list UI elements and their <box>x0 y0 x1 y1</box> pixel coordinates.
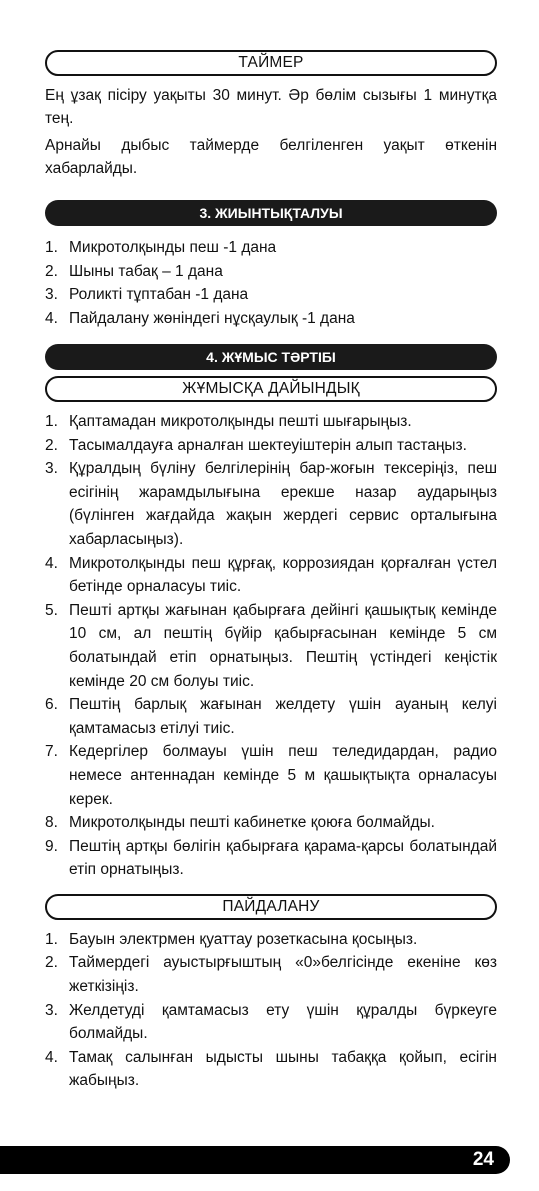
list-item-number: 5. <box>45 601 58 619</box>
list-item <box>45 552 497 599</box>
preparation-heading: ЖҰМЫСҚА ДАЙЫНДЫҚ <box>45 376 497 402</box>
list-item-text: Роликті тұптабан -1 дана <box>69 286 249 303</box>
footer-bar <box>0 1146 510 1174</box>
list-item <box>45 951 497 998</box>
list-item-text: Пештің артқы бөлігін қабырғаға қарама-қарсы болатындай етіп орнатыңыз. <box>69 837 497 879</box>
list-item-text: Пештің барлық жағынан желдету үшін ауаның келуі қамтамасыз етілуі тиіс. <box>69 696 497 737</box>
list-item <box>45 434 497 458</box>
list-item-number: 9. <box>45 837 58 855</box>
list-item-number: 4. <box>45 309 58 327</box>
timer-heading: ТАЙМЕР <box>45 50 497 76</box>
list-item-number: 3. <box>45 286 58 303</box>
list-item-number: 3. <box>45 460 58 478</box>
list-item <box>45 236 497 260</box>
list-item <box>45 1046 497 1093</box>
list-item-text: Қаптамадан микротолқынды пешті шығарыңыз. <box>69 413 412 430</box>
list-item <box>45 260 497 284</box>
list-item-text: Бауын электрмен қуаттау розеткасына қосыңыз. <box>69 930 418 948</box>
preparation-list <box>45 410 497 882</box>
list-item-text: Таймердегі ауыстырғыштың «0»белгісінде екеніне көз жеткізіңіз. <box>69 954 497 996</box>
list-item-text: Микротолқынды пеш құрғақ, коррозиядан қорғалған үстел бетінде орналасуы тиіс. <box>69 554 497 596</box>
list-item-text: Тасымалдауға арналған шектеуіштерін алып тастаңыз. <box>69 436 467 454</box>
list-item-number: 4. <box>45 554 58 572</box>
list-item-number: 6. <box>45 696 58 714</box>
list-item-number: 2. <box>45 954 58 972</box>
timer-paragraph-1: Ең ұзақ пісіру уақыты 30 минут. Әр бөлім сызығы 1 минутқа тең. <box>45 87 497 127</box>
list-item-text: Пешті артқы жағынан қабырғаға дейінгі қашықтық кемінде 10 см, ал пештің бүйір қабырғасынан кемінде 5 см болатындай етіп орнатыңыз. Пештің үстіндегі кеңістік кемінде 20 см болуы тиіс. <box>69 601 497 690</box>
list-item-number: 1. <box>45 413 58 430</box>
contents-list <box>45 236 497 330</box>
list-item <box>45 307 497 331</box>
list-item <box>45 999 497 1046</box>
timer-paragraph-2: Арнайы дыбыс таймерде белгіленген уақыт өткенін хабарлайды. <box>45 137 497 177</box>
list-item-number: 7. <box>45 743 58 761</box>
manual-page <box>45 50 497 1093</box>
list-item-text: Микротолқынды пешті кабинетке қоюға болмайды. <box>69 814 435 832</box>
list-item-number: 1. <box>45 930 58 948</box>
list-item <box>45 928 497 952</box>
list-item <box>45 811 497 835</box>
list-item <box>45 693 497 740</box>
list-item-number: 3. <box>45 1001 58 1019</box>
list-item <box>45 283 497 307</box>
list-item-text: Құралдың бүліну белгілерінің бар-жоғын тексеріңіз, пеш есігінің жарамдылығына ерекше назар аударыңыз (бүлінген жағдайда жақын жердегі сервис орталығына хабарласыңыз). <box>69 460 497 548</box>
list-item <box>45 410 497 434</box>
section-3-heading: 3. ЖИЫНТЫҚТАЛУЫ <box>45 200 497 226</box>
list-item <box>45 457 497 551</box>
list-item-number: 4. <box>45 1048 58 1066</box>
list-item <box>45 835 497 882</box>
page-number: 24 <box>472 1149 494 1170</box>
list-item <box>45 740 497 811</box>
list-item-text: Микротолқынды пеш -1 дана <box>69 239 277 256</box>
list-item-number: 2. <box>45 436 58 454</box>
list-item <box>45 599 497 693</box>
list-item-number: 2. <box>45 262 58 280</box>
list-item-text: Тамақ салынған ыдысты шыны табаққа қойып, есігін жабыңыз. <box>69 1048 497 1090</box>
section-4-heading: 4. ЖҰМЫС ТӘРТІБІ <box>45 344 497 370</box>
usage-heading: ПАЙДАЛАНУ <box>45 894 497 920</box>
list-item-text: Кедергілер болмауы үшін пеш теледидардан, радио немесе антеннадан кемінде 5 м қашықтықта орналасуы керек. <box>69 743 497 808</box>
list-item-text: Шыны табақ – 1 дана <box>69 262 223 280</box>
usage-list <box>45 928 497 1093</box>
list-item-text: Желдетуді қамтамасыз ету үшін құралды бүркеуге болмайды. <box>69 1001 497 1043</box>
list-item-number: 8. <box>45 814 58 832</box>
list-item-text: Пайдалану жөніндегі нұсқаулық -1 дана <box>69 309 355 327</box>
list-item-number: 1. <box>45 239 58 256</box>
